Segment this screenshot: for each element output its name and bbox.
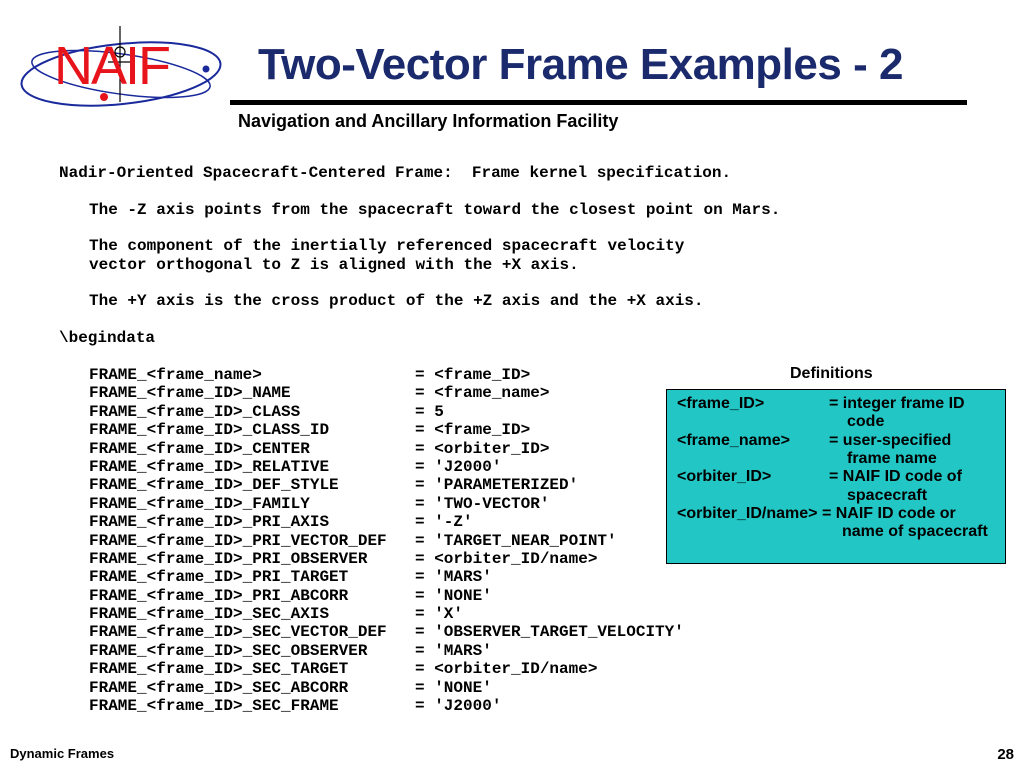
naif-logo bbox=[18, 22, 228, 112]
kernel-row bbox=[89, 532, 684, 550]
def-frame-id-def-2: code bbox=[847, 413, 885, 430]
kernel-row bbox=[89, 697, 684, 715]
kernel-row bbox=[89, 458, 684, 476]
y-axis-text: The +Y axis is the cross product of the +Z axis and the +X axis. bbox=[89, 292, 704, 310]
page-subtitle: Navigation and Ancillary Information Facility bbox=[238, 111, 619, 131]
kernel-key: FRAME_<frame_ID>_CENTER bbox=[89, 439, 310, 458]
def-frame-id-def-1: = integer frame ID bbox=[829, 395, 965, 412]
x-axis-text-2: vector orthogonal to Z is aligned with the +X axis. bbox=[89, 256, 579, 274]
definitions-box bbox=[666, 389, 1006, 564]
kernel-row bbox=[89, 495, 684, 513]
kernel-key: FRAME_<frame_ID>_RELATIVE bbox=[89, 457, 330, 476]
kernel-key: FRAME_<frame_ID>_SEC_ABCORR bbox=[89, 678, 349, 697]
definitions-title: Definitions bbox=[790, 365, 873, 382]
kernel-value: = <orbiter_ID/name> bbox=[415, 660, 598, 679]
kernel-value: = 'J2000' bbox=[415, 457, 502, 476]
kernel-row bbox=[89, 440, 684, 458]
kernel-value: = 'TWO-VECTOR' bbox=[415, 494, 550, 513]
page-number: 28 bbox=[997, 746, 1014, 763]
kernel-row bbox=[89, 568, 684, 586]
intro-text: Nadir-Oriented Spacecraft-Centered Frame: Frame kernel specification. bbox=[59, 164, 732, 182]
def-orbiter-id-name-def-2: name of spacecraft bbox=[842, 523, 988, 540]
kernel-row bbox=[89, 513, 684, 531]
kernel-key: FRAME_<frame_ID>_PRI_TARGET bbox=[89, 568, 349, 587]
kernel-key: FRAME_<frame_ID>_PRI_ABCORR bbox=[89, 586, 349, 605]
kernel-row bbox=[89, 660, 684, 678]
kernel-row bbox=[89, 605, 684, 623]
page-title: Two-Vector Frame Examples - 2 bbox=[258, 40, 903, 89]
kernel-row bbox=[89, 679, 684, 697]
kernel-key: FRAME_<frame_ID>_FAMILY bbox=[89, 494, 310, 513]
kernel-key: FRAME_<frame_ID>_PRI_AXIS bbox=[89, 513, 330, 532]
kernel-row bbox=[89, 476, 684, 494]
kernel-value: = 'OBSERVER_TARGET_VELOCITY' bbox=[415, 623, 684, 642]
begindata-text: \begindata bbox=[59, 329, 156, 347]
kernel-row bbox=[89, 587, 684, 605]
kernel-value: = 'MARS' bbox=[415, 641, 492, 660]
kernel-value: = 'TARGET_NEAR_POINT' bbox=[415, 531, 617, 550]
z-axis-text: The -Z axis points from the spacecraft toward the closest point on Mars. bbox=[89, 201, 781, 219]
kernel-key: FRAME_<frame_ID>_SEC_AXIS bbox=[89, 605, 330, 624]
kernel-value: = 'J2000' bbox=[415, 697, 502, 716]
kernel-key: FRAME_<frame_ID>_SEC_OBSERVER bbox=[89, 641, 368, 660]
kernel-key: FRAME_<frame_ID>_PRI_VECTOR_DEF bbox=[89, 531, 387, 550]
logo-text: NAIF bbox=[54, 36, 170, 96]
def-orbiter-id-term: <orbiter_ID> bbox=[677, 468, 772, 485]
kernel-key: FRAME_<frame_name> bbox=[89, 366, 262, 384]
kernel-row bbox=[89, 421, 684, 439]
kernel-key: FRAME_<frame_ID>_DEF_STYLE bbox=[89, 476, 339, 495]
def-frame-name-def-2: frame name bbox=[847, 450, 937, 467]
kernel-value: = <frame_ID> bbox=[415, 421, 531, 440]
kernel-row bbox=[89, 550, 684, 568]
kernel-value: = <orbiter_ID/name> bbox=[415, 549, 598, 568]
kernel-row bbox=[89, 642, 684, 660]
title-rule bbox=[230, 100, 967, 105]
def-frame-id-term: <frame_ID> bbox=[677, 395, 765, 412]
kernel-row bbox=[89, 384, 684, 402]
kernel-value: = 'NONE' bbox=[415, 678, 492, 697]
kernel-value: = <frame_name> bbox=[415, 384, 550, 403]
kernel-row bbox=[89, 403, 684, 421]
kernel-key: FRAME_<frame_ID>_SEC_FRAME bbox=[89, 697, 339, 716]
kernel-key: FRAME_<frame_ID>_SEC_VECTOR_DEF bbox=[89, 623, 387, 642]
def-orbiter-id-def-2: spacecraft bbox=[847, 487, 928, 504]
def-orbiter-id-name-line: <orbiter_ID/name> = NAIF ID code or bbox=[677, 505, 956, 522]
kernel-assignments bbox=[89, 366, 684, 715]
kernel-key: FRAME_<frame_ID>_CLASS bbox=[89, 402, 301, 421]
kernel-value: = <orbiter_ID> bbox=[415, 439, 550, 458]
kernel-value: = 5 bbox=[415, 402, 444, 421]
def-frame-name-term: <frame_name> bbox=[677, 432, 790, 449]
kernel-value: = 'PARAMETERIZED' bbox=[415, 476, 579, 495]
x-axis-text-1: The component of the inertially referenced spacecraft velocity bbox=[89, 237, 685, 255]
kernel-value: = <frame_ID> bbox=[415, 366, 531, 384]
footer-section-label: Dynamic Frames bbox=[10, 746, 115, 761]
kernel-key: FRAME_<frame_ID>_CLASS_ID bbox=[89, 421, 330, 440]
kernel-value: = 'X' bbox=[415, 605, 464, 624]
kernel-value: = '-Z' bbox=[415, 513, 473, 532]
def-frame-name-def-1: = user-specified bbox=[829, 432, 952, 449]
kernel-key: FRAME_<frame_ID>_SEC_TARGET bbox=[89, 660, 349, 679]
kernel-value: = 'MARS' bbox=[415, 568, 492, 587]
kernel-value: = 'NONE' bbox=[415, 586, 492, 605]
kernel-key: FRAME_<frame_ID>_PRI_OBSERVER bbox=[89, 549, 368, 568]
kernel-key: FRAME_<frame_ID>_NAME bbox=[89, 384, 291, 403]
kernel-row bbox=[89, 366, 684, 384]
kernel-row bbox=[89, 623, 684, 641]
def-orbiter-id-def-1: = NAIF ID code of bbox=[829, 468, 962, 485]
